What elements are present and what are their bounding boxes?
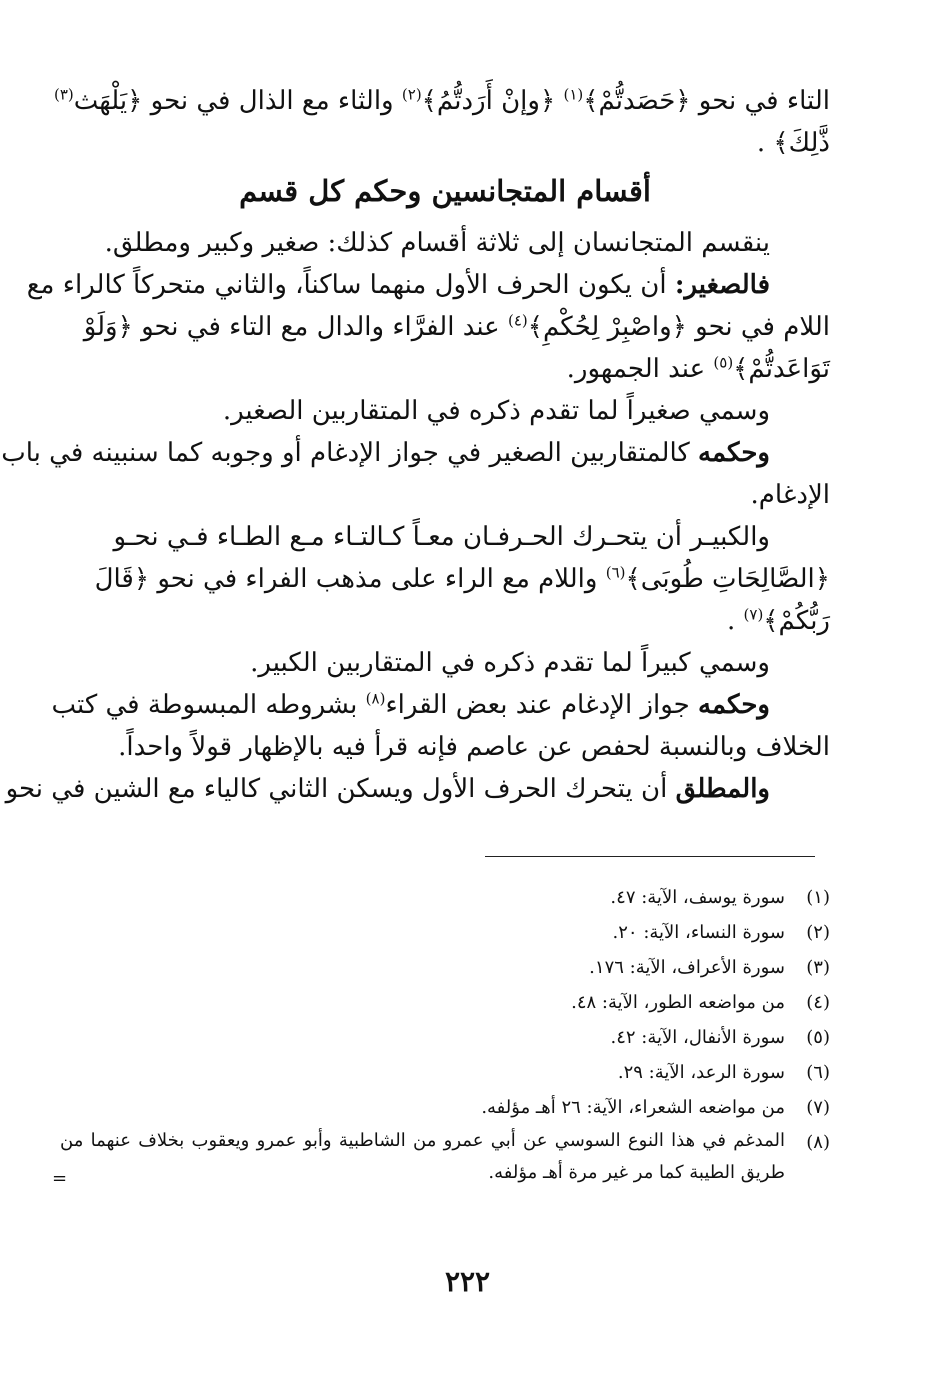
text-line — [26, 264, 830, 306]
text-run: رَبُّكُمْ﴾ — [763, 606, 830, 636]
margin-mark: = — [52, 1168, 68, 1189]
footnote-text: سورة الأعراف، الآية: ١٧٦. — [589, 957, 785, 978]
footnote-text: سورة يوسف، الآية: ٤٧. — [610, 887, 785, 908]
term-label: وحكمه — [698, 690, 770, 720]
text-run: كالمتقاربين الصغير في جواز الإدغام أو وجوبه كما سنبينه في باب — [1, 438, 699, 468]
footnote-ref[interactable]: (٦) — [605, 563, 626, 582]
text-run: تَوَاعَدتُّمْ﴾ — [733, 354, 830, 384]
footnote-number: (٧) — [806, 1097, 830, 1118]
text-line — [60, 642, 830, 684]
text-line — [60, 726, 830, 768]
text-line — [60, 600, 830, 642]
text-run: وسمي كبيراً لما تقدم ذكره في المتقاربين الكبير. — [250, 648, 770, 678]
main-text — [1, 80, 830, 810]
text-run: التاء في نحو ﴿حَصَدتُّمْ﴾ — [583, 86, 830, 116]
footnote-ref[interactable]: (٨) — [365, 689, 386, 708]
text-run: ذَّلِكَ﴾ . — [756, 128, 830, 158]
text-line — [60, 348, 830, 390]
text-line — [1, 432, 830, 474]
footnote-number: (٤) — [806, 992, 830, 1013]
footnote-number: (٣) — [806, 957, 830, 978]
text-run: الإدغام. — [750, 480, 830, 510]
text-run: بشروطه المبسوطة في كتب — [51, 690, 366, 720]
footnotes — [60, 880, 830, 1189]
footnote-text: سورة الأنفال، الآية: ٤٢. — [610, 1027, 785, 1048]
text-run: واللام مع الراء على مذهب الفراء في نحو ﴿قَالَ — [94, 564, 606, 594]
text-run: عند الفرَّاء والدال مع التاء في نحو ﴿وَلَوْ — [83, 312, 508, 342]
footnote — [60, 1055, 830, 1090]
text-run: . — [726, 606, 744, 636]
text-run: ﴿وإنْ أَرَدتُّمُ﴾ — [421, 86, 564, 116]
footnote-ref[interactable]: (٢) — [401, 85, 422, 104]
footnote-text: المدغم في هذا النوع السوسي عن أبي عمرو من الشاطبية وأبو عمرو ويعقوب بخلاف عنهما من طريق الطيبة كما مر غير مرة أهـ مؤلفه. — [60, 1130, 785, 1183]
text-line — [54, 80, 830, 122]
text-run: اللام في نحو ﴿واصْبِرْ لِحُكْمِ﴾ — [527, 312, 830, 342]
text-run: جواز الإدغام عند بعض القراء — [385, 690, 699, 720]
term-label: والمطلق — [675, 774, 770, 804]
footnote-text: من مواضعه الشعراء، الآية: ٢٦ أهـ مؤلفه. — [481, 1097, 785, 1118]
footnote-text: سورة الرعد، الآية: ٢٩. — [617, 1062, 785, 1083]
text-line — [60, 516, 830, 558]
footnote-ref[interactable]: (٤) — [507, 311, 528, 330]
footnote-ref[interactable]: (١) — [563, 85, 584, 104]
text-run: والكبيـر أن يتحـرك الحـرفـان معـاً كـالتـاء مـع الطـاء فـي نحـو — [113, 522, 770, 552]
footnote-text: سورة النساء، الآية: ٢٠. — [612, 922, 785, 943]
footnote — [60, 950, 830, 985]
page-number: ٢٢٢ — [444, 1265, 491, 1298]
footnote-text: من مواضعه الطور، الآية: ٤٨. — [571, 992, 785, 1013]
text-line — [60, 390, 830, 432]
footnote — [60, 880, 830, 915]
text-line — [60, 222, 830, 264]
footnote — [60, 1125, 830, 1189]
text-run: ينقسم المتجانسان إلى ثلاثة أقسام كذلك: صغير وكبير ومطلق. — [104, 228, 770, 258]
text-run: وسمي صغيراً لما تقدم ذكره في المتقاربين الصغير. — [222, 396, 770, 426]
text-run: عند الجمهور. — [566, 354, 714, 384]
footnote-number: (١) — [806, 887, 830, 908]
footnote-number: (٢) — [806, 922, 830, 943]
term-label: وحكمه — [698, 438, 770, 468]
text-run: أن يتحرك الحرف الأول ويسكن الثاني كالياء مع الشين في نحو — [5, 774, 676, 804]
section-heading: أقسام المتجانسين وحكم كل قسم — [239, 174, 651, 208]
text-line — [60, 558, 830, 600]
footnote-divider — [485, 856, 815, 857]
text-run: أن يكون الحرف الأول منهما ساكناً، والثاني متحركاً كالراء مع — [26, 270, 675, 300]
text-line — [60, 474, 830, 516]
text-line — [60, 122, 830, 164]
footnote-number: (٨) — [806, 1132, 830, 1153]
footnote-ref[interactable]: (٧) — [743, 605, 764, 624]
term-label: فالصغير: — [674, 270, 770, 300]
text-line — [51, 684, 830, 726]
footnote — [60, 1020, 830, 1055]
text-run: الخلاف وبالنسبة لحفص عن عاصم فإنه قرأ فيه بالإظهار قولاً واحداً. — [118, 732, 830, 762]
text-line — [5, 768, 830, 810]
footnote-number: (٦) — [806, 1062, 830, 1083]
text-run: والثاء مع الذال في نحو ﴿يَلْهَث — [73, 86, 402, 116]
footnote-number: (٥) — [806, 1027, 830, 1048]
footnote — [60, 915, 830, 950]
footnote — [60, 985, 830, 1020]
footnote-ref[interactable]: (٣) — [54, 85, 74, 104]
footnote-ref[interactable]: (٥) — [713, 353, 734, 372]
text-line — [60, 306, 830, 348]
footnote — [60, 1090, 830, 1125]
text-run: ﴿الصَّالِحَاتِ طُوبَى﴾ — [625, 564, 830, 594]
